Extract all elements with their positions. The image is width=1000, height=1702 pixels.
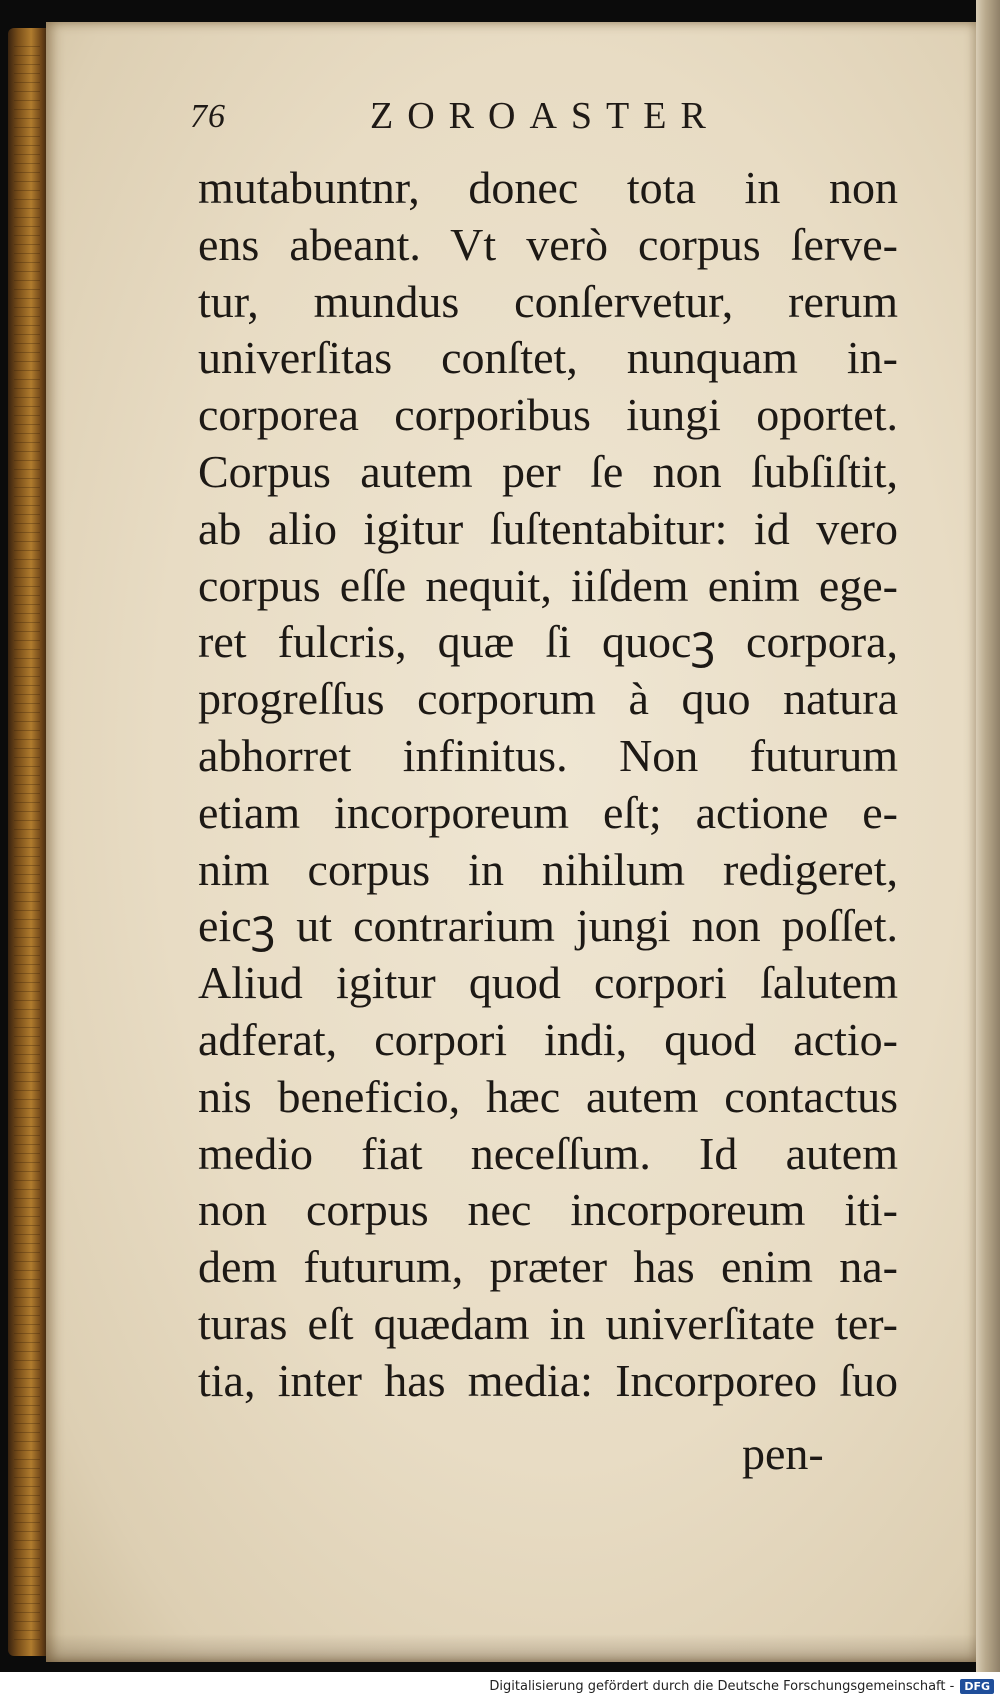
page-number: 76 bbox=[190, 98, 226, 135]
text-line: mutabuntnr, donec tota in non bbox=[198, 162, 898, 213]
text-line: progreſſus corporum à quo natura bbox=[198, 673, 898, 725]
text-line: eicꝫ ut contrarium jungi non poſſet. bbox=[198, 900, 898, 952]
text-line: Aliud igitur quod corpori ſalutem bbox=[198, 957, 898, 1009]
text-line: etiam incorporeum eſt; actione e- bbox=[198, 786, 898, 838]
text-line: ens abeant. Vt verò corpus ſerve- bbox=[198, 218, 898, 270]
text-line: ret fulcris, quæ ſi quocꝫ corpora, bbox=[198, 616, 898, 668]
text-line: non corpus nec incorporeum iti- bbox=[198, 1184, 898, 1236]
text-line: dem futurum, præter has enim na- bbox=[198, 1241, 898, 1293]
page-shadow bbox=[46, 1634, 976, 1662]
catchword: pen- bbox=[742, 1428, 824, 1479]
running-head: ZOROASTER bbox=[370, 95, 720, 137]
page-header bbox=[190, 90, 890, 150]
text-line: corpus eſſe nequit, iiſdem enim ege- bbox=[198, 559, 898, 611]
text-line: corporea corporibus iungi oportet. bbox=[198, 389, 898, 441]
text-line: turas eſt quædam in univerſitate ter- bbox=[198, 1297, 898, 1349]
text-line: Corpus autem per ſe non ſubſiſtit, bbox=[198, 445, 898, 497]
text-line: univerſitas conſtet, nunquam in- bbox=[198, 332, 898, 384]
dfg-logo: DFG bbox=[960, 1679, 994, 1694]
facing-page-edge bbox=[976, 0, 1000, 1672]
text-line: ab alio igitur ſuſtentabitur: id vero bbox=[198, 502, 898, 554]
text-line: nim corpus in nihilum redigeret, bbox=[198, 843, 898, 895]
text-line: abhorret infinitus. Non futurum bbox=[198, 729, 898, 781]
credit-text: Digitalisierung gefördert durch die Deutsche Forschungsgemeinschaft - bbox=[489, 1678, 955, 1694]
digitization-credit bbox=[489, 1676, 994, 1696]
text-line: nis beneficio, hæc autem contactus bbox=[198, 1070, 898, 1122]
text-line: adferat, corpori indi, quod actio- bbox=[198, 1013, 898, 1065]
text-line: tur, mundus conſervetur, rerum bbox=[198, 275, 898, 327]
text-line: tia, inter has media: Incorporeo ſuo bbox=[198, 1354, 898, 1406]
body-text bbox=[198, 160, 898, 1410]
book-edge-texture bbox=[14, 40, 40, 1640]
text-line: medio fiat neceſſum. Id autem bbox=[198, 1127, 898, 1179]
